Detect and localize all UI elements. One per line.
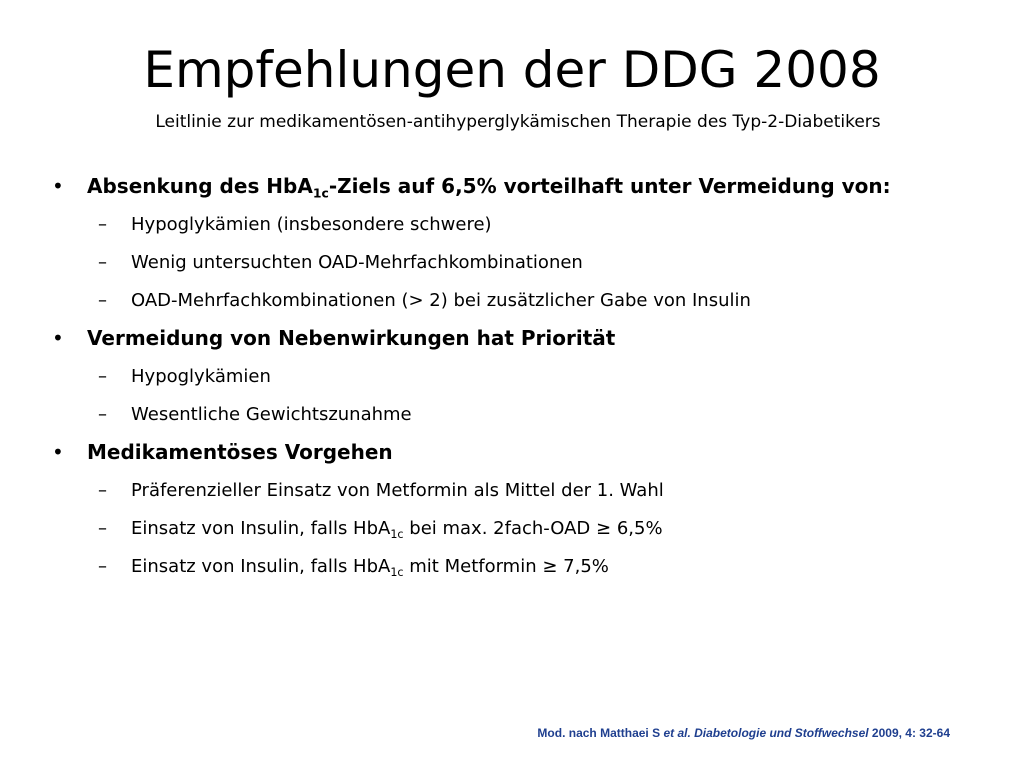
- sub-item-text-sub: 1c: [390, 565, 404, 579]
- dash-icon: –: [98, 290, 107, 311]
- sub-item-text-post: mit Metformin ≥ 7,5%: [403, 556, 609, 577]
- sub-item-text: Präferenzieller Einsatz von Metformin als Mittel der 1. Wahl: [131, 480, 664, 501]
- sub-item-text: Wesentliche Gewichtszunahme: [131, 404, 412, 425]
- sub-item: [52, 288, 982, 314]
- bullet-item-side-effects: [52, 324, 982, 352]
- sub-item-text-sub: 1c: [390, 527, 404, 541]
- sub-item-text-pre: Einsatz von Insulin, falls HbA: [131, 556, 391, 577]
- bullet-text-sub: 1c: [312, 185, 329, 201]
- citation-prefix: Mod. nach Matthaei S: [537, 726, 664, 740]
- sub-item: [52, 478, 982, 504]
- dash-icon: –: [98, 518, 107, 539]
- sub-item-text: OAD-Mehrfachkombinationen (> 2) bei zusätzlicher Gabe von Insulin: [131, 290, 751, 311]
- dash-icon: –: [98, 366, 107, 387]
- slide-title: Empfehlungen der DDG 2008: [143, 41, 881, 99]
- dash-icon: –: [98, 556, 107, 577]
- sub-item: [52, 402, 982, 428]
- sub-item-text: Hypoglykämien (insbesondere schwere): [131, 214, 492, 235]
- bullet-icon: •: [52, 440, 64, 464]
- bullet-text: Medikamentöses Vorgehen: [87, 440, 393, 464]
- sub-item: [52, 212, 982, 238]
- sub-item: [52, 554, 982, 580]
- dash-icon: –: [98, 214, 107, 235]
- bullet-list: [52, 172, 982, 580]
- citation-etal: et al.: [663, 726, 691, 740]
- bullet-item-hba1c-target: [52, 172, 982, 200]
- citation-journal: Diabetologie und Stoffwechsel: [690, 726, 869, 740]
- sub-item: [52, 516, 982, 542]
- dash-icon: –: [98, 252, 107, 273]
- bullet-text: Vermeidung von Nebenwirkungen hat Priorität: [87, 326, 616, 350]
- sub-item-text-post: bei max. 2fach-OAD ≥ 6,5%: [403, 518, 663, 539]
- bullet-item-medication: [52, 438, 982, 466]
- bullet-text-post: -Ziels auf 6,5% vorteilhaft unter Vermeidung von:: [328, 174, 891, 198]
- citation-footer: [537, 725, 950, 741]
- dash-icon: –: [98, 404, 107, 425]
- sub-item-text: Hypoglykämien: [131, 366, 271, 387]
- bullet-text-pre: Absenkung des HbA: [87, 174, 313, 198]
- bullet-icon: •: [52, 326, 64, 350]
- sub-item-text-pre: Einsatz von Insulin, falls HbA: [131, 518, 391, 539]
- citation-suffix: 2009, 4: 32-64: [868, 726, 950, 740]
- slide-subtitle: Leitlinie zur medikamentösen-antihyperglykämischen Therapie des Typ-2-Diabetikers: [155, 112, 881, 132]
- sub-item-text: Wenig untersuchten OAD-Mehrfachkombinationen: [131, 252, 583, 273]
- bullet-icon: •: [52, 174, 64, 198]
- sub-item: [52, 364, 982, 390]
- dash-icon: –: [98, 480, 107, 501]
- sub-item: [52, 250, 982, 276]
